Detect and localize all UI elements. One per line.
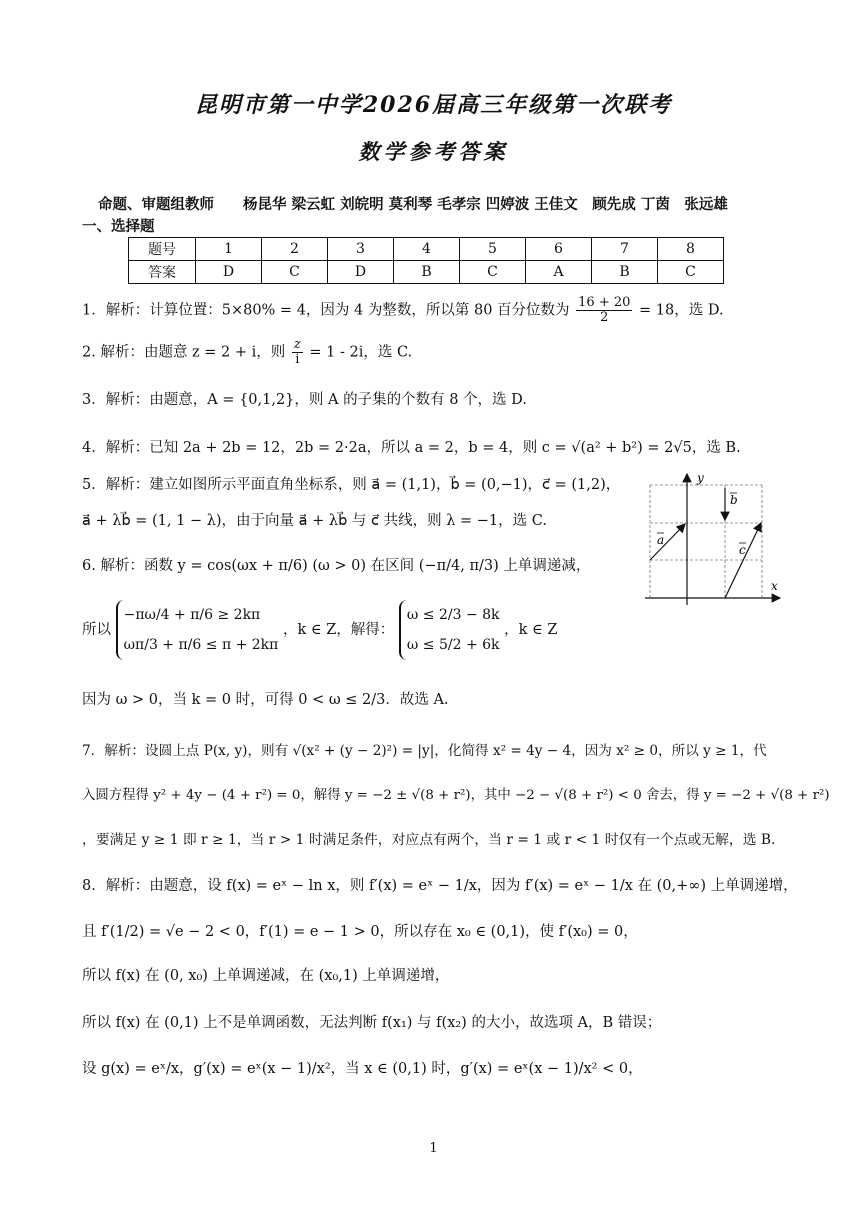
table-cell: A — [526, 261, 592, 284]
inequality-system — [116, 600, 279, 660]
inequality-system — [399, 600, 500, 660]
solution-text: = 18，选 D. — [639, 302, 724, 319]
table-cell: 8 — [658, 238, 724, 261]
solution-4: 4．解析：已知 2a + 2b = 12，2b = 2·2a，所以 a = 2，b = 4，则 c = √(a² + b²) = 2√5，选 B. — [82, 440, 741, 456]
solution-text: ，k ∈ Z，解得： — [282, 622, 395, 638]
solution-8-line-4: 所以 f(x) 在 (0,1) 上不是单调函数，无法判断 f(x₁) 与 f(x₂) 的大小，故选项 A，B 错误； — [82, 1015, 662, 1031]
table-cell: B — [592, 261, 658, 284]
inequality: ωπ/3 + π/6 ≤ π + 2kπ — [123, 637, 279, 653]
solution-8-line-1: 8．解析：由题意，设 f(x) = eˣ − ln x，则 f′(x) = eˣ − 1/x，因为 f′(x) = eˣ − 1/x 在 (0,+∞) 上单调递增， — [82, 878, 798, 894]
vector-c — [725, 523, 761, 598]
table-row-answers — [129, 261, 724, 284]
table-cell: 1 — [196, 238, 262, 261]
solution-6-line-3: 因为 ω > 0，当 k = 0 时，可得 0 < ω ≤ 2/3．故选 A. — [82, 692, 449, 708]
solution-7-line-2: 入圆方程得 y² + 4y − (4 + r²) = 0，解得 y = −2 ± √(8 + r²)，其中 −2 − √(8 + r²) < 0 舍去，得 y = −2 + √(8 + r²) — [82, 788, 830, 803]
x-axis-label: x — [771, 579, 778, 593]
solution-6-line-1: 6. 解析：函数 y = cos(ωx + π/6) (ω > 0) 在区间 (−π/4, π/3) 上单调递减， — [82, 558, 591, 574]
solution-2 — [82, 338, 412, 367]
solution-text: = 1 - 2i，选 C. — [309, 344, 413, 361]
table-cell: B — [394, 261, 460, 284]
solution-8-line-5: 设 g(x) = eˣ/x，g′(x) = eˣ(x − 1)/x²，当 x ∈ (0,1) 时，g′(x) = eˣ(x − 1)/x² < 0， — [82, 1061, 643, 1077]
table-cell: 4 — [394, 238, 460, 261]
table-row-questions — [129, 238, 724, 261]
solution-5-line-1: 5．解析：建立如图所示平面直角坐标系，则 a⃗ = (1,1)，b⃗ = (0,−1)，c⃗ = (1,2)， — [82, 477, 621, 493]
solution-text: 所以 — [82, 622, 111, 638]
table-row-label: 题号 — [129, 238, 196, 261]
inequality: ω ≤ 2/3 − 8k — [406, 607, 500, 623]
table-row-label: 答案 — [129, 261, 196, 284]
table-cell: 7 — [592, 238, 658, 261]
fraction-numerator: 16 + 20 — [578, 295, 631, 310]
fraction-denominator: i — [295, 352, 300, 367]
table-cell: D — [328, 261, 394, 284]
inequality: ω ≤ 5/2 + 6k — [406, 637, 500, 653]
solution-3: 3．解析：由题意，A = {0,1,2}，则 A 的子集的个数有 8 个，选 D. — [82, 392, 527, 408]
vector-a — [650, 524, 685, 560]
vector-a-label: a — [657, 533, 665, 547]
y-axis-label: y — [697, 471, 704, 485]
solution-text: ，k ∈ Z — [504, 622, 558, 638]
solution-text: 1．解析：计算位置：5×80% = 4，因为 4 为整数，所以第 80 百分位数为 — [82, 302, 570, 319]
table-cell: 3 — [328, 238, 394, 261]
fraction — [292, 338, 303, 367]
solution-7-line-1: 7．解析：设圆上点 P(x, y)，则有 √(x² + (y − 2)²) = |y|，化简得 x² = 4y − 4，因为 x² ≥ 0，所以 y ≥ 1，代 — [82, 743, 767, 759]
grid — [650, 485, 762, 598]
answer-table — [128, 237, 724, 284]
vector-diagram — [640, 470, 790, 610]
inequality: −πω/4 + π/6 ≥ 2kπ — [123, 607, 261, 623]
vector-c-label: c — [739, 543, 746, 557]
solution-6-line-2 — [82, 600, 557, 660]
page-subtitle: 数学参考答案 — [358, 139, 509, 164]
section-title: 一、选择题 — [82, 219, 155, 235]
solution-8-line-3: 所以 f(x) 在 (0, x₀) 上单调递减，在 (x₀,1) 上单调递增， — [82, 968, 450, 984]
page-title: 昆明市第一中学2026届高三年级第一次联考 — [194, 92, 673, 118]
table-cell: 5 — [460, 238, 526, 261]
table-cell: C — [262, 261, 328, 284]
solution-8-line-2: 且 f′(1/2) = √e − 2 < 0，f′(1) = e − 1 > 0，所以存在 x₀ ∈ (0,1)，使 f′(x₀) = 0， — [82, 924, 638, 940]
fraction-denominator: 2 — [600, 310, 609, 325]
vector-b-label: b — [730, 493, 738, 507]
table-cell: C — [658, 261, 724, 284]
fraction — [576, 296, 632, 325]
solution-text: 2. 解析：由题意 z = 2 + i，则 — [82, 344, 286, 361]
table-cell: D — [196, 261, 262, 284]
staff-line: 命题、审题组教师 杨昆华 梁云虹 刘皖明 莫利琴 毛孝宗 凹婷波 王佳文 顾先成 丁茵 张远雄 — [98, 197, 728, 213]
fraction-numerator: z — [293, 337, 301, 352]
table-cell: C — [460, 261, 526, 284]
solution-5-line-2: a⃗ + λb⃗ = (1, 1 − λ)，由于向量 a⃗ + λb⃗ 与 c⃗ 共线，则 λ = −1，选 C. — [82, 513, 547, 529]
table-cell: 6 — [526, 238, 592, 261]
page-number: 1 — [429, 1141, 438, 1156]
solution-7-line-3: ，要满足 y ≥ 1 即 r ≥ 1，当 r > 1 时满足条件，对应点有两个，当 r = 1 或 r < 1 时仅有一个点或无解，选 B. — [82, 832, 776, 848]
solution-1 — [82, 296, 724, 325]
table-cell: 2 — [262, 238, 328, 261]
